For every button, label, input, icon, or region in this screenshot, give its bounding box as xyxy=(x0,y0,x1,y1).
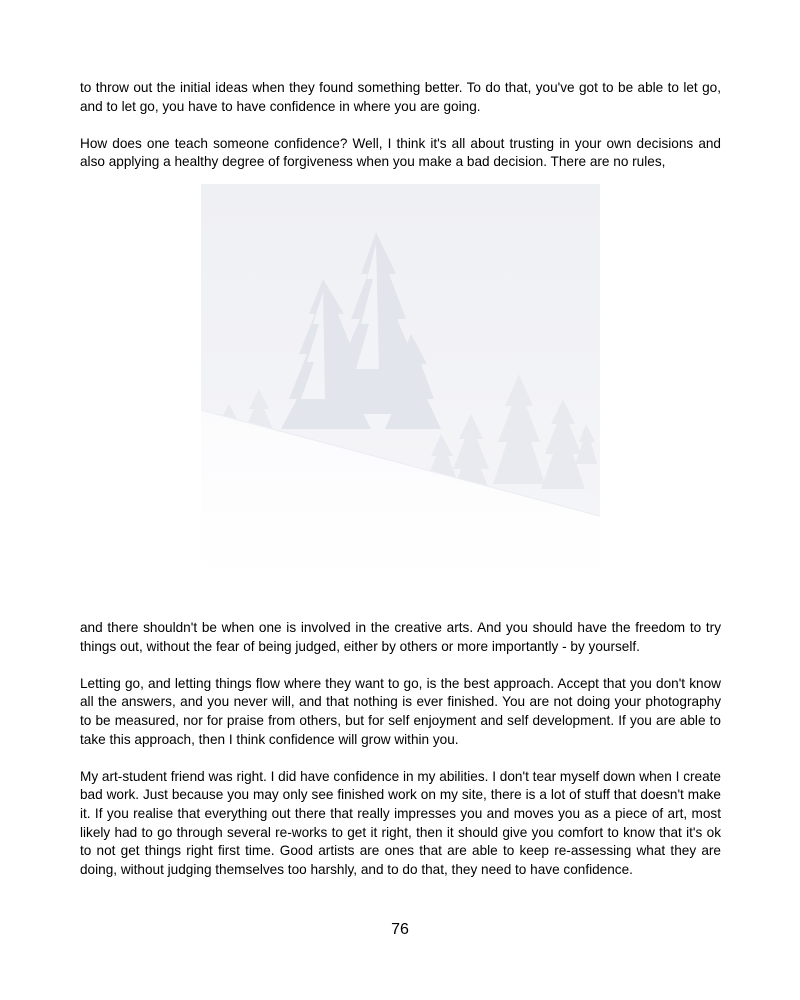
paragraph: to throw out the initial ideas when they found something better. To do that, you've got to be able to let go, and to let go, you have to have confidence in where you are going. xyxy=(80,80,721,114)
paragraph: and there shouldn't be when one is involved in the creative arts. And you should have the freedom to try things out, without the fear of being judged, either by others or more importantly - by yourself. xyxy=(80,620,721,654)
text-block-bottom xyxy=(80,619,721,879)
text-block-top xyxy=(80,79,721,172)
paragraph: Letting go, and letting things flow where they want to go, is the best approach. Accept that you don't know all the answers, and you never will, and that nothing is ever finished. You are not doing your photography to be measured, nor for praise from others, but for self enjoyment and self development. If you are able to take this approach, then I think confidence will grow within you. xyxy=(80,675,721,747)
paragraph: How does one teach someone confidence? Well, I think it's all about trusting in your own decisions and also applying a healthy degree of forgiveness when you make a bad decision. There are no rules, xyxy=(80,135,721,170)
page-number: 76 xyxy=(391,921,409,938)
paragraph: My art-student friend was right. I did have confidence in my abilities. I don't tear myself down when I create bad work. Just because you may only see finished work on my site, there is a lot of stuff that doesn't make it. If you realise that everything out there that really impresses you and moves you as a piece of art, most likely had to go through several re-works to get it right, then it should give you comfort to know that it's ok to not get things right first time. Good artists are ones that are able to keep re-assessing what they are doing, without judging themselves too harshly, and to do that, they need to have confidence. xyxy=(80,768,721,877)
snowy-trees-photo xyxy=(201,184,600,583)
